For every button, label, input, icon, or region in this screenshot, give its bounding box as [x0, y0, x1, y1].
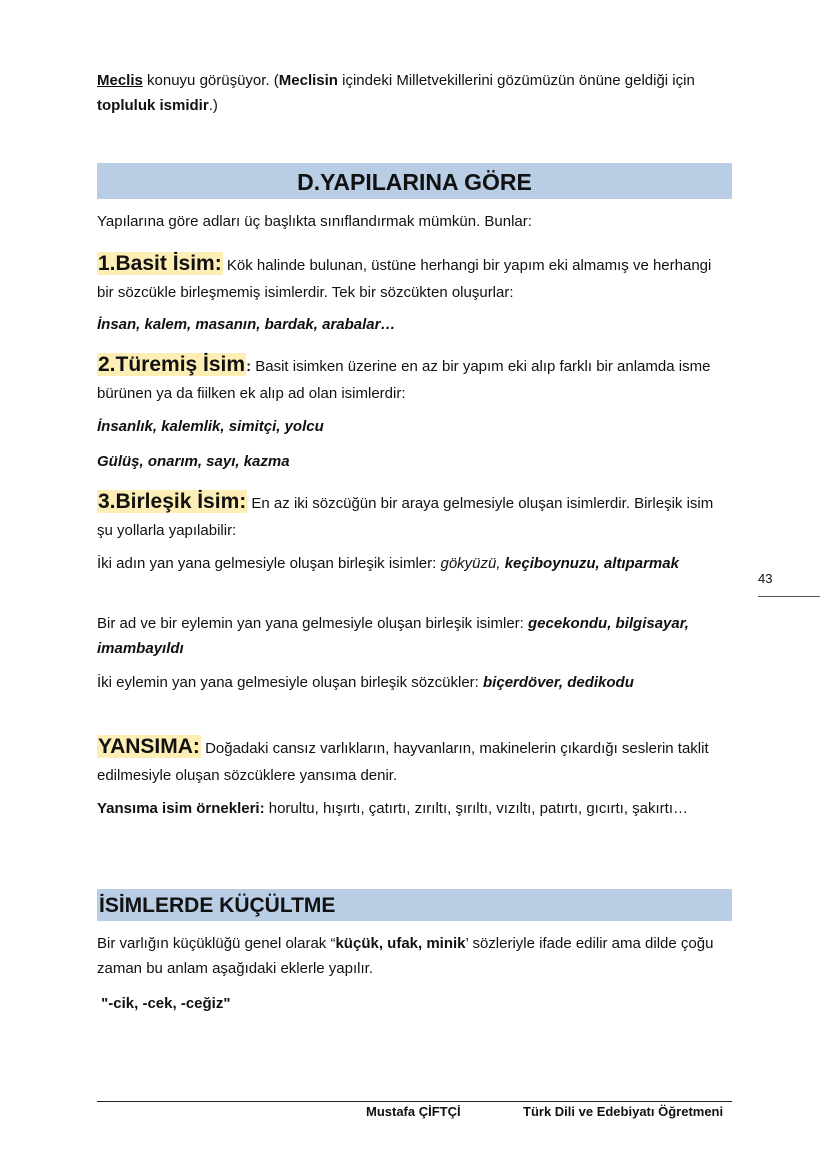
turemis-paragraph — [97, 351, 732, 407]
intro-paragraph — [97, 68, 732, 118]
footer-role: Türk Dili ve Edebiyatı Öğretmeni — [523, 1104, 724, 1119]
turemis-examples-2: Gülüş, onarım, sayı, kazma — [97, 453, 290, 470]
kucultme-text-2: ’ sözleriyle ifade edilir ama dilde çoğu zaman bu anlam aşağıdaki eklerle yapılır. — [97, 935, 714, 977]
yansima-heading: YANSIMA: — [98, 735, 200, 758]
footer-author: Mustafa ÇİFTÇİ — [366, 1104, 461, 1119]
kucultme-suffixes: "-cik, -cek, -ceğiz" — [97, 995, 231, 1012]
intro-text-2: içindeki Milletvekillerini gözümüzün önüne geldiği için — [337, 72, 695, 89]
birlesik-item-2-text: Bir ad ve bir eylemin yan yana gelmesiyle oluşan birleşik isimler: — [97, 615, 529, 632]
kucultme-bold-words: küçük, ufak, minik — [335, 935, 466, 952]
intro-topluluk: topluluk ismidir — [97, 97, 209, 114]
basit-text: Kök halinde bulunan, üstüne herhangi bir yapım eki almamış ve herhangi bir sözcükle birleşmemiş isimlerdir. Tek bir sözcükten oluşurlar: — [97, 257, 712, 301]
intro-meclis: Meclis — [97, 72, 143, 89]
birlesik-item-1 — [97, 551, 732, 576]
turemis-text: Basit isimken üzerine en az bir yapım eki alıp farklı bir anlamda isme bürünen ya da fiilken ek alıp ad olan isimlerdir: — [97, 358, 711, 402]
birlesik-item-3 — [97, 670, 732, 695]
basit-examples: İnsan, kalem, masanın, bardak, arabalar… — [97, 316, 396, 333]
kucultme-text-1: Bir varlığın küçüklüğü genel olarak “ — [97, 935, 336, 952]
birlesik-paragraph — [97, 488, 732, 544]
kucultme-paragraph — [97, 931, 732, 981]
intro-text-1: konuyu görüşüyor. ( — [142, 72, 279, 89]
birlesik-item-2-examples: gecekondu, bilgisayar, imambayıldı — [97, 615, 689, 657]
birlesik-heading: 3.Birleşik İsim: — [98, 490, 247, 513]
turemis-examples-1: İnsanlık, kalemlik, simitçi, yolcu — [97, 418, 324, 435]
kucultme-title: İSİMLERDE KÜÇÜLTME — [97, 889, 732, 921]
birlesik-text: En az iki sözcüğün bir araya gelmesiyle oluşan isimlerdir. Birleşik isim şu yollarla yapılabilir: — [97, 495, 714, 539]
birlesik-item-1-text: İki adın yan yana gelmesiyle oluşan birleşik isimler: — [97, 555, 441, 572]
basit-heading: 1.Basit İsim: — [98, 252, 222, 275]
intro-text-3: .) — [208, 97, 218, 114]
birlesik-item-1-italic: gökyüzü, — [440, 555, 505, 572]
page-number: 43 — [758, 571, 820, 597]
section-d-title: D.YAPILARINA GÖRE — [97, 163, 732, 199]
birlesik-item-2 — [97, 611, 732, 661]
basit-paragraph — [97, 250, 732, 306]
birlesik-item-3-text: İki eylemin yan yana gelmesiyle oluşan birleşik sözcükler: — [97, 674, 484, 691]
footer-divider — [97, 1101, 732, 1102]
yansima-examples-list: horultu, hışırtı, çatırtı, zırıltı, şırıltı, vızıltı, patırtı, gıcırtı, şakırtı… — [264, 800, 688, 817]
yansima-examples-label: Yansıma isim örnekleri: — [97, 800, 265, 817]
intro-meclisin: Meclisin — [278, 72, 338, 89]
birlesik-item-1-bold: keçiboynuzu, altıparmak — [504, 555, 679, 572]
turemis-colon: : — [246, 358, 252, 375]
turemis-heading: 2.Türemiş İsim — [98, 353, 246, 376]
section-d-intro: Yapılarına göre adları üç başlıkta sınıflandırmak mümkün. Bunlar: — [97, 213, 532, 230]
birlesik-item-3-examples: biçerdöver, dedikodu — [483, 674, 634, 691]
yansima-text: Doğadaki cansız varlıkların, hayvanların, makinelerin çıkardığı seslerin taklit edilmesiyle oluşan sözcüklere yansıma denir. — [97, 740, 709, 784]
yansima-examples — [97, 796, 732, 821]
yansima-paragraph — [97, 733, 732, 789]
